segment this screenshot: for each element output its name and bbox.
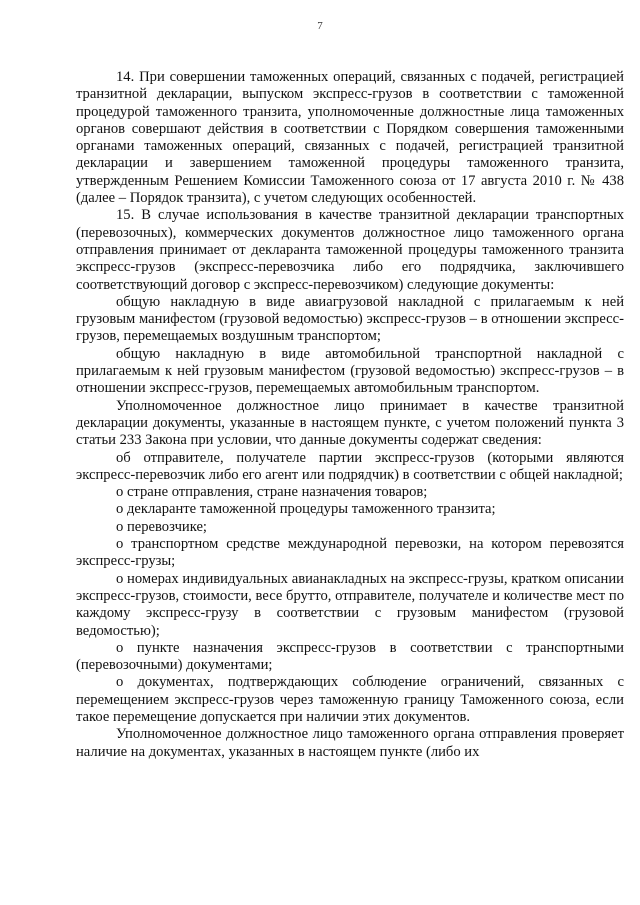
list-item-declarant: о декларанте таможенной процедуры таможенного транзита; — [116, 501, 496, 518]
paragraph-14: 14. При совершении таможенных операций, связанных с подачей, регистрацией транзитной декларации, выпуском экспресс-грузов в соответствии с таможенной процедурой таможенного транзита, уполномоченные должностные лица таможенных органов совершают действия в соответствии с Порядком совершения таможенными органами таможенных операций, связанных с подачей, регистрацией транзитной декларации и завершением таможенной процедуры таможенного транзита, утвержденным Решением Комиссии Таможенного союза от 17 августа 2010 г. № 438 (далее – Порядок транзита), с учетом следующих особенностей. — [76, 69, 624, 207]
paragraph-air-waybill: общую накладную в виде авиагрузовой накладной с прилагаемым к ней грузовым манифестом (грузовой ведомостью) экспресс-грузов – в отношении экспресс-грузов, перемещаемых воздушным транспортом; — [76, 293, 624, 345]
list-item-sender: об отправителе, получателе партии экспресс-грузов (которыми являются экспресс-перевозчик либо его агент или подрядчик) в соответствии с общей накладной; — [76, 449, 624, 483]
list-item-documents: о документах, подтверждающих соблюдение ограничений, связанных с перемещением экспресс-грузов через таможенную границу Таможенного союза, если такое перемещение допускается при наличии этих документов. — [76, 674, 624, 725]
paragraph-15: 15. В случае использования в качестве транзитной декларации транспортных (перевозочных), коммерческих документов должностное лицо таможенного органа отправления принимает от декларанта таможенной процедуры таможенного транзита экспресс-грузов (экспресс-перевозчика либо его подрядчика, заключившего соответствующий договор с экспресс-перевозчиком) следующие документы: — [76, 207, 624, 293]
list-item-waybill-numbers: о номерах индивидуальных авианакладных на экспресс-грузы, кратком описании экспресс-грузов, стоимости, весе брутто, отправителе, получателе и количестве мест по каждому экспресс-грузу в соответствии с грузовым манифестом (грузовой ведомостью); — [76, 570, 624, 639]
list-item-destination: о пункте назначения экспресс-грузов в соответствии с транспортными (перевозочными) документами; — [76, 639, 624, 674]
body-text — [76, 69, 624, 761]
paragraph-officer-checks: Уполномоченное должностное лицо таможенного органа отправления проверяет наличие на документах, указанных в настоящем пункте (либо их — [76, 726, 624, 760]
list-item-vehicle: о транспортном средстве международной перевозки, на котором перевозятся экспресс-грузы; — [76, 536, 624, 570]
page-number: 7 — [317, 20, 323, 32]
list-item-country: о стране отправления, стране назначения товаров; — [116, 484, 428, 501]
paragraph-road-waybill: общую накладную в виде автомобильной транспортной накладной с прилагаемым к ней грузовым манифестом (грузовой ведомостью) экспресс-грузов – в отношении экспресс-грузов, перемещаемых автомобильным транспортом. — [76, 345, 624, 397]
paragraph-officer-accepts: Уполномоченное должностное лицо принимает в качестве транзитной декларации документы, указанные в настоящем пункте, с учетом положений пункта 3 статьи 233 Закона при условии, что данные документы содержат сведения: — [76, 397, 624, 449]
list-item-carrier: о перевозчике; — [116, 518, 207, 535]
